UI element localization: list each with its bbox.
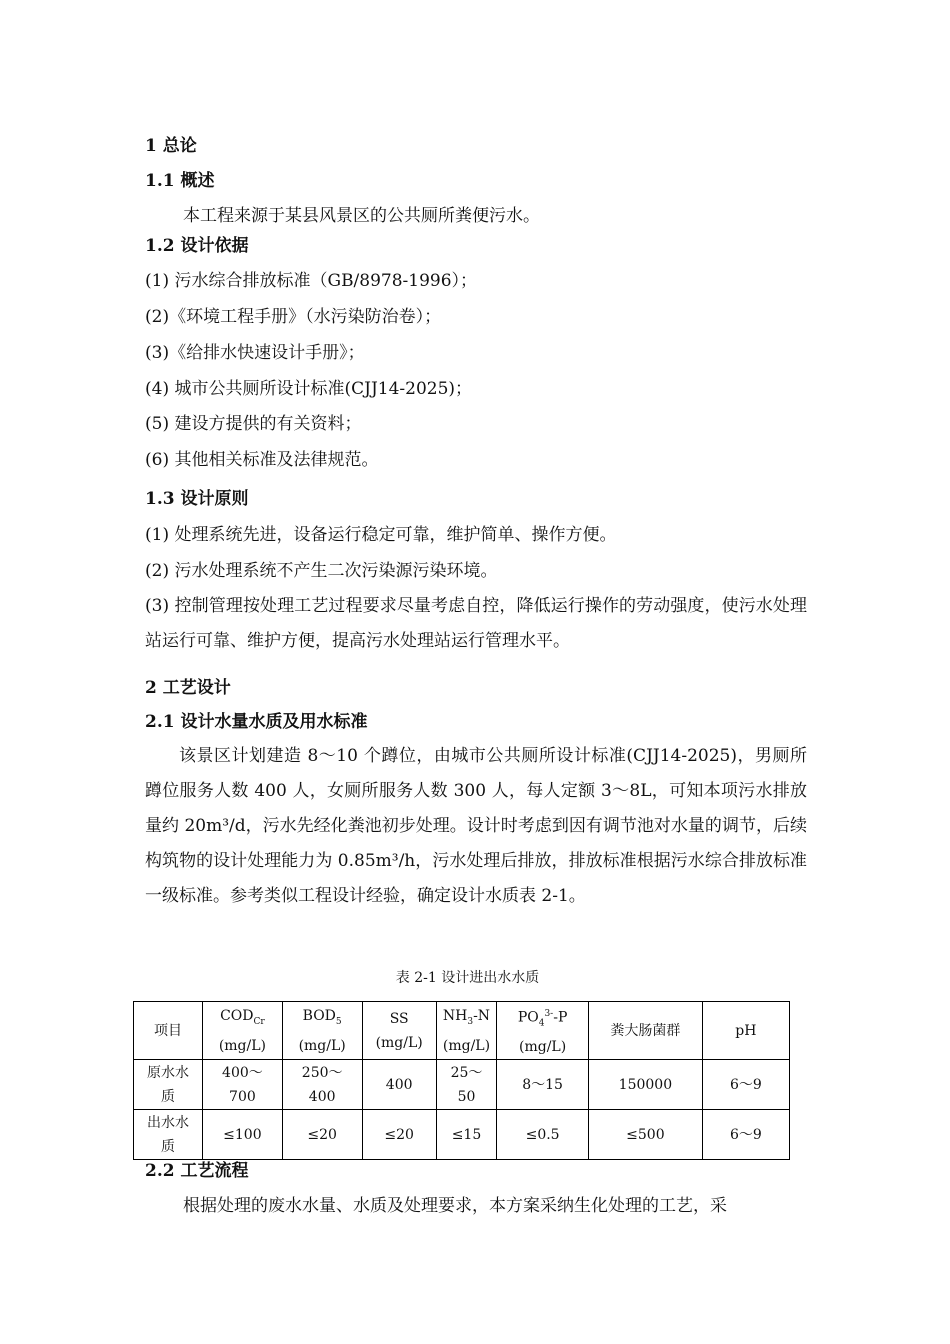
cell-coliform: 150000: [589, 1060, 703, 1110]
header-coliform: 粪大肠菌群: [589, 1002, 703, 1060]
basis-item: (4) 城市公共厕所设计标准(CJJ14-2025)；: [145, 379, 473, 399]
cell-cod: 400～700: [203, 1060, 283, 1110]
basis-item: (3)《给排水快速设计手册》；: [145, 343, 365, 363]
section-2-heading: 2 工艺设计: [145, 678, 231, 698]
cell-po4p: ≤0.5: [497, 1110, 589, 1160]
cell-nh3n: ≤15: [436, 1110, 496, 1160]
overview-paragraph: 本工程来源于某县风景区的公共厕所粪便污水。: [183, 206, 540, 226]
basis-item: (5) 建设方提供的有关资料；: [145, 414, 362, 434]
table-header-row: [134, 1002, 790, 1060]
basis-item: (6) 其他相关标准及法律规范。: [145, 450, 379, 470]
water-quantity-paragraph: 该景区计划建造 8～10 个蹲位，由城市公共厕所设计标准(CJJ14-2025)，男厕所蹲位服务人数 400 人，女厕所服务人数 300 人，每人定额 3～8L，可知本项污水排放量约 20m³/d，污水先经化粪池初步处理。设计时考虑到因有调节池对水量的调节，后续构筑物的设计处理能力为 0.85m³/h，污水处理后排放，排放标准根据污水综合排放标准一级标准。参考类似工程设计经验，确定设计水质表 2-1。: [145, 746, 807, 906]
header-po4p: $PO_4^{3-}-P$ (mg/L): [497, 1002, 589, 1060]
table-row: [134, 1060, 790, 1110]
basis-item: (1) 污水综合排放标准（GB/8978-1996）；: [145, 271, 478, 291]
cell-nh3n: 25～50: [436, 1060, 496, 1110]
section-1-heading: 1 总论: [145, 136, 197, 156]
cell-bod: 250～400: [282, 1060, 362, 1110]
section-1-1-heading: 1.1 概述: [145, 171, 215, 191]
cell-ss: 400: [362, 1060, 436, 1110]
principle-item: (2) 污水处理系统不产生二次污染源污染环境。: [145, 561, 498, 581]
section-2-2-heading: 2.2 工艺流程: [145, 1161, 249, 1181]
header-ph: pH: [702, 1002, 789, 1060]
cell-cod: ≤100: [203, 1110, 283, 1160]
cell-bod: ≤20: [282, 1110, 362, 1160]
table-caption: 表 2-1 设计进出水水质: [395, 970, 540, 986]
header-ss: SS (mg/L): [362, 1002, 436, 1060]
header-cod: $COD_{Cr}$ (mg/L): [203, 1002, 283, 1060]
section-1-3-heading: 1.3 设计原则: [145, 489, 249, 509]
principle-item: (3) 控制管理按处理工艺过程要求尽量考虑自控，降低运行操作的劳动强度，使污水处理站运行可靠、维护方便，提高污水处理站运行管理水平。: [145, 596, 807, 651]
row-label: 出水水质: [134, 1110, 203, 1160]
cell-ph: 6～9: [702, 1110, 789, 1160]
header-item: 项目: [134, 1002, 203, 1060]
table-row: [134, 1110, 790, 1160]
row-label: 原水水质: [134, 1060, 203, 1110]
cell-po4p: 8～15: [497, 1060, 589, 1110]
section-1-2-heading: 1.2 设计依据: [145, 236, 249, 256]
cell-ph: 6～9: [702, 1060, 789, 1110]
cell-ss: ≤20: [362, 1110, 436, 1160]
cell-coliform: ≤500: [589, 1110, 703, 1160]
process-paragraph: 根据处理的废水水量、水质及处理要求，本方案采纳生化处理的工艺，采: [183, 1196, 727, 1216]
section-2-1-heading: 2.1 设计水量水质及用水标准: [145, 712, 368, 732]
header-nh3n: $NH_3-N$ (mg/L): [436, 1002, 496, 1060]
principle-item: (1) 处理系统先进，设备运行稳定可靠，维护简单、操作方便。: [145, 525, 617, 545]
water-quality-table: [133, 1001, 790, 1160]
basis-item: (2)《环境工程手册》（水污染防治卷）；: [145, 307, 442, 327]
header-bod: $BOD_5$ (mg/L): [282, 1002, 362, 1060]
